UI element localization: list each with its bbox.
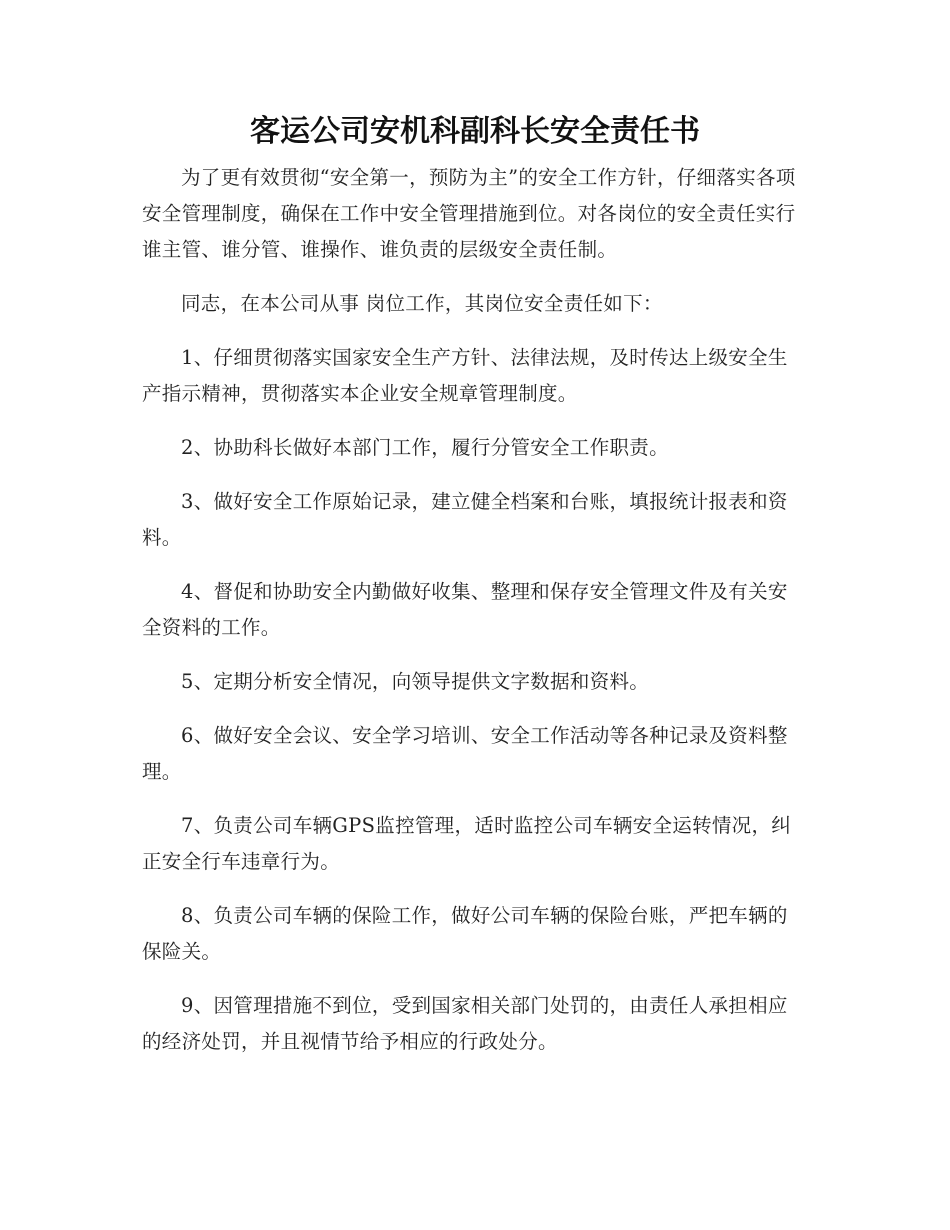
- responsibility-item-2: 2、协助科长做好本部门工作，履行分管安全工作职责。: [181, 436, 669, 459]
- document-body: [142, 160, 806, 1078]
- responsibility-item-9: 9、因管理措施不到位，受到国家相关部门处罚的，由责任人承担相应的经济处罚，并且视情节给予相应的行政处分。: [142, 994, 788, 1053]
- responsibility-item-6: 6、做好安全会议、安全学习培训、安全工作活动等各种记录及资料整理。: [142, 724, 788, 783]
- document-title: 客运公司安机科副科长安全责任书: [250, 114, 700, 149]
- responsibility-item-7: 7、负责公司车辆GPS监控管理，适时监控公司车辆安全运转情况，纠正安全行车违章行为。: [142, 814, 792, 873]
- responsibility-item-4: 4、督促和协助安全内勤做好收集、整理和保存安全管理文件及有关安全资料的工作。: [142, 580, 788, 639]
- paragraph-intro: 为了更有效贯彻“安全第一，预防为主”的安全工作方针，仔细落实各项安全管理制度，确保在工作中安全管理措施到位。对各岗位的安全责任实行谁主管、谁分管、谁操作、谁负责的层级安全责任制。: [142, 166, 796, 261]
- responsibility-item-8: 8、负责公司车辆的保险工作，做好公司车辆的保险台账，严把车辆的保险关。: [142, 904, 788, 963]
- responsibility-item-5: 5、定期分析安全情况，向领导提供文字数据和资料。: [181, 670, 650, 693]
- responsibility-item-1: 1、仔细贯彻落实国家安全生产方针、法律法规，及时传达上级安全生产指示精神，贯彻落实本企业安全规章管理制度。: [142, 346, 788, 405]
- responsibility-item-3: 3、做好安全工作原始记录，建立健全档案和台账，填报统计报表和资料。: [142, 490, 788, 549]
- paragraph-position: 同志，在本公司从事 岗位工作，其岗位安全责任如下：: [181, 292, 663, 315]
